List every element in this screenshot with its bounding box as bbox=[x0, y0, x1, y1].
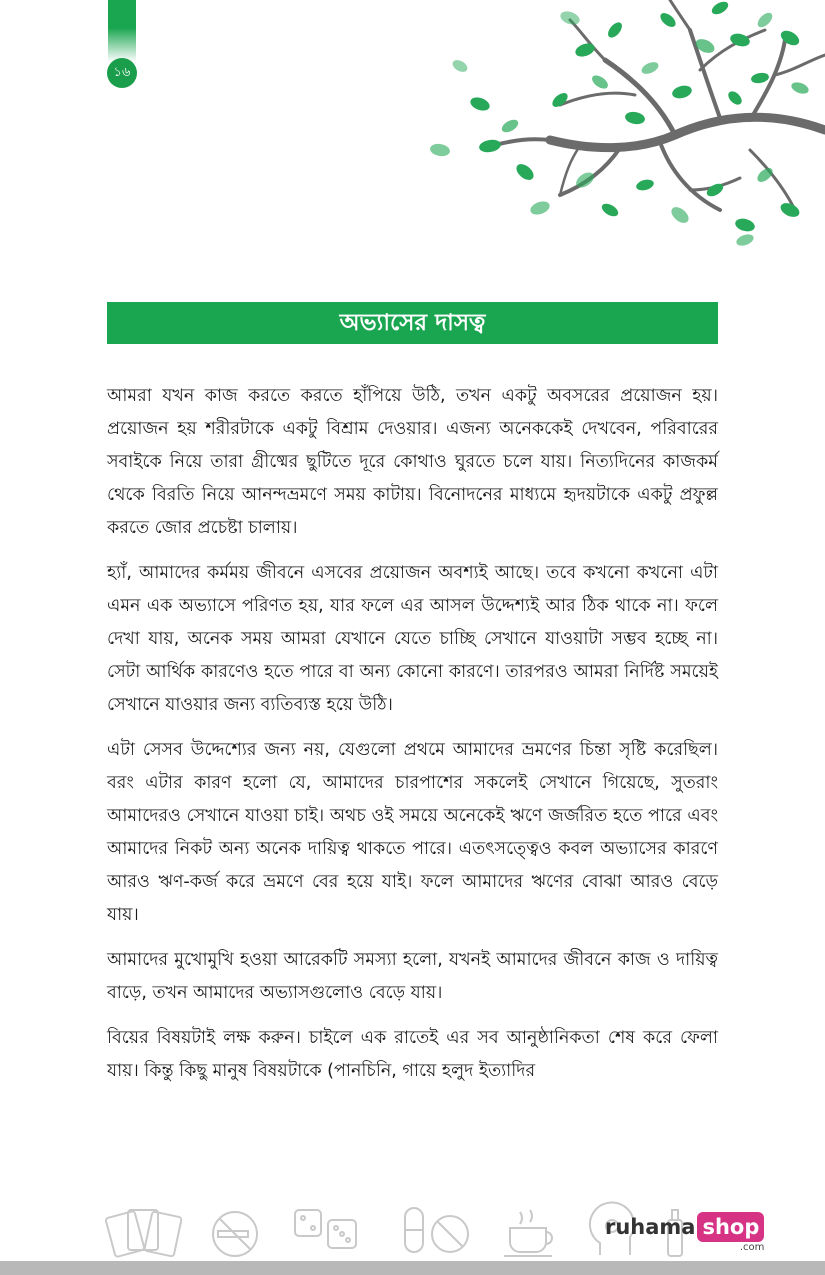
pills-icon bbox=[405, 1208, 468, 1252]
no-smoking-icon bbox=[213, 1212, 257, 1256]
dice-icon bbox=[295, 1210, 356, 1248]
watermark-logo bbox=[605, 1212, 764, 1252]
playing-cards-icon bbox=[105, 1210, 181, 1257]
footer-strip bbox=[0, 1261, 825, 1275]
body-text bbox=[107, 380, 718, 1100]
branch-with-leaves-icon bbox=[420, 0, 825, 260]
coffee-cup-icon bbox=[504, 1210, 552, 1256]
page-number: ১৬ bbox=[107, 58, 137, 88]
watermark-left: ruhama bbox=[605, 1215, 696, 1239]
watermark-right: shop bbox=[697, 1212, 764, 1242]
chapter-title: অভ্যাসের দাসত্ব bbox=[339, 309, 486, 336]
watermark-suffix: .com bbox=[739, 1242, 765, 1253]
paragraph: বিয়ের বিষয়টাই লক্ষ করুন। চাইলে এক রাতেই এর সব আনুষ্ঠানিকতা শেষ করে ফেলা যায়। কিন্তু কিছু মানুষ বিষয়টাকে (পানচিনি, গায়ে হলুদ ইত্যাদির bbox=[107, 1028, 718, 1081]
page-tab-ribbon bbox=[108, 0, 136, 62]
paragraph: আমাদের মুখোমুখি হওয়া আরেকটি সমস্যা হলো, যখনই আমাদের জীবনে কাজ ও দায়িত্ব বাড়ে, তখন আমাদের অভ্যাসগুলোও বেড়ে যায়। bbox=[107, 950, 718, 1003]
paragraph: হ্যাঁ, আমাদের কর্মময় জীবনে এসবের প্রয়োজন অবশ্যই আছে। তবে কখনো কখনো এটা এমন এক অভ্যাসে পরিণত হয়, যার ফলে এর আসল উদ্দেশ্যই আর ঠিক থাকে না। ফলে দেখা যায়, অনেক সময় আমরা যেখানে যেতে চাচ্ছি সেখানে যাওয়াটা সম্ভব হচ্ছে না। সেটা আর্থিক কারণেও হতে পারে বা অন্য কোনো কারণে। তারপরও আমরা নির্দিষ্ট সময়েই সেখানে যাওয়ার জন্য ব্যতিব্যস্ত হয়ে উঠি। bbox=[107, 563, 718, 715]
paragraph: আমরা যখন কাজ করতে করতে হাঁপিয়ে উঠি, তখন একটু অবসরের প্রয়োজন হয়। প্রয়োজন হয় শরীরটাকে একটু বিশ্রাম দেওয়ার। এজন্য অনেককেই দেখবেন, পরিবারের সবাইকে নিয়ে তারা গ্রীষ্মের ছুটিতে দূরে কোথাও ঘুরতে চলে যায়। নিত্যদিনের কাজকর্ম থেকে বিরতি নিয়ে আনন্দভ্রমণে সময় কাটায়। বিনোদনের মাধ্যমে হৃদয়টাকে একটু প্রফুল্ল করতে জোর প্রচেষ্টা চালায়। bbox=[107, 386, 718, 538]
chapter-title-banner bbox=[107, 302, 718, 344]
paragraph: এটা সেসব উদ্দেশ্যের জন্য নয়, যেগুলো প্রথমে আমাদের ভ্রমণের চিন্তা সৃষ্টি করেছিল। বরং এটার কারণ হলো যে, আমাদের চারপাশের সকলেই সেখানে গিয়েছে, সুতরাং আমাদেরও সেখানে যাওয়া চাই। অথচ ওই সময়ে অনেকেই ঋণে জর্জরিত হতে পারে এবং আমাদের নিকট অন্য অনেক দায়িত্ব থাকতে পারে। এতৎসত্ত্বেও কবল অভ্যাসের কারণে আরও ঋণ-কর্জ করে ভ্রমণে বের হয়ে যাই। ফলে আমাদের ঋণের বোঝা আরও বেড়ে যায়। bbox=[107, 740, 718, 925]
